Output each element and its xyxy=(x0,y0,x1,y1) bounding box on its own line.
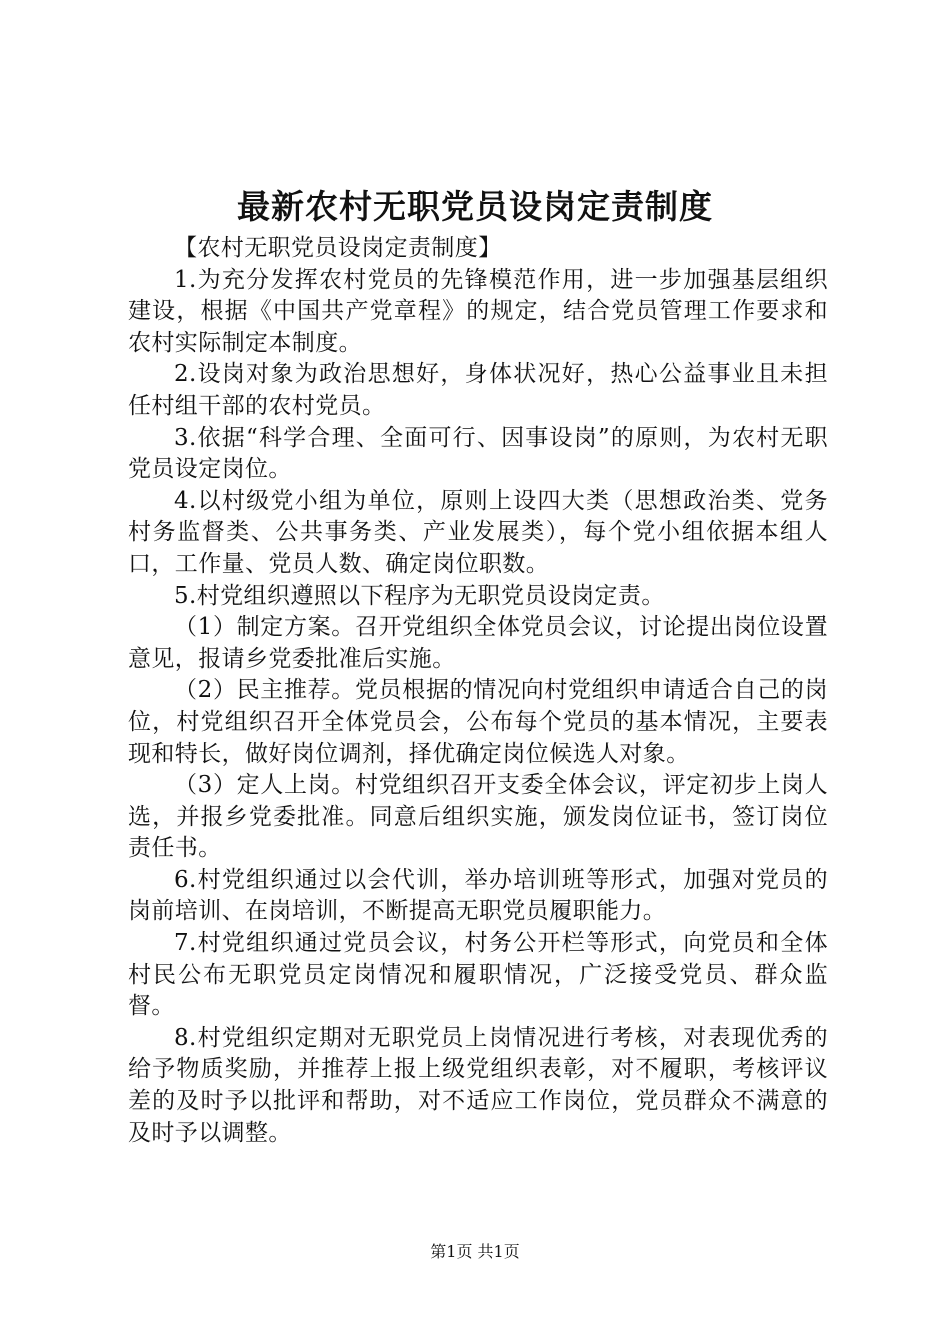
paragraph-item-5: 5.村党组织遵照以下程序为无职党员设岗定责。 xyxy=(174,582,665,609)
paragraph-item-6: 6.村党组织通过以会代训，举办培训班等形式，加强对党员的岗前培训、在岗培训，不断提高无职党员履职能力。 xyxy=(128,866,828,925)
document-body xyxy=(128,233,828,1149)
paragraph-subitem-2: （2）民主推荐。党员根据的情况向村党组织申请适合自己的岗位，村党组织召开全体党员会，公布每个党员的基本情况，主要表现和特长，做好岗位调剂，择优确定岗位候选人对象。 xyxy=(128,677,828,767)
paragraph-item-4: 4.以村级党小组为单位，原则上设四大类（思想政治类、党务村务监督类、公共事务类、产业发展类），每个党小组依据本组人口，工作量、党员人数、确定岗位职数。 xyxy=(128,487,828,577)
paragraph-subitem-3: （3）定人上岗。村党组织召开支委全体会议，评定初步上岗人选，并报乡党委批准。同意后组织实施，颁发岗位证书，签订岗位责任书。 xyxy=(128,772,828,862)
paragraph-heading: 【农村无职党员设岗定责制度】 xyxy=(174,235,502,261)
paragraph-subitem-1: （1）制定方案。召开党组织全体党员会议，讨论提出岗位设置意见，报请乡党委批准后实施。 xyxy=(128,614,828,672)
paragraph-item-8: 8.村党组织定期对无职党员上岗情况进行考核，对表现优秀的给予物质奖励，并推荐上报上级党组织表彰，对不履职，考核评议差的及时予以批评和帮助，对不适应工作岗位，党员群众不满意的及时予以调整。 xyxy=(128,1024,828,1146)
page-footer: 第1页 共1页 xyxy=(430,1242,520,1261)
paragraph-item-2: 2.设岗对象为政治思想好，身体状况好，热心公益事业且未担任村组干部的农村党员。 xyxy=(128,361,828,419)
document-title: 最新农村无职党员设岗定责制度 xyxy=(237,187,713,226)
paragraph-item-3: 3.依据“科学合理、全面可行、因事设岗”的原则，为农村无职党员设定岗位。 xyxy=(128,424,828,483)
paragraph-item-7: 7.村党组织通过党员会议，村务公开栏等形式，向党员和全体村民公布无职党员定岗情况和履职情况，广泛接受党员、群众监督。 xyxy=(128,930,828,1020)
paragraph-item-1: 1.为充分发挥农村党员的先锋模范作用，进一步加强基层组织建设，根据《中国共产党章程》的规定，结合党员管理工作要求和农村实际制定本制度。 xyxy=(128,266,828,356)
